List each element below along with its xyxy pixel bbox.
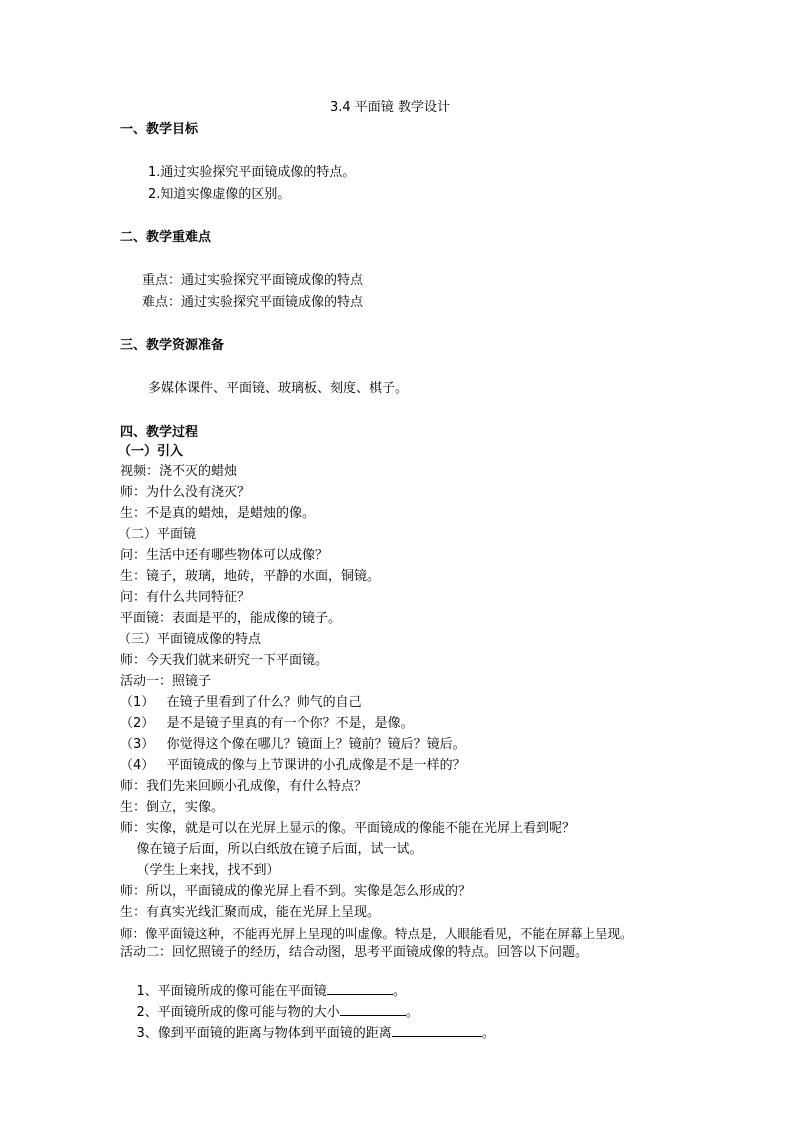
- process-line: 平面镜：表面是平的，能成像的镜子。: [120, 611, 342, 626]
- process-line: 师：我们先来回顾小孔成像，有什么特点？: [120, 779, 368, 794]
- section-heading-process: 四、教学过程: [120, 425, 199, 440]
- process-line: （4） 平面镜成的像与上节课讲的小孔成像是不是一样的？: [120, 758, 466, 773]
- process-line: 生：镜子，玻璃，地砖，平静的水面，铜镜。: [120, 569, 381, 584]
- subheading-intro: （一）引入: [118, 444, 184, 459]
- process-line: 师：像平面镜这种，不能再光屏上呈现的叫虚像。特点是，人眼能看见，不能在屏幕上呈现。: [120, 926, 633, 941]
- question-end: 。: [405, 1005, 419, 1020]
- process-line: 视频：浇不灭的蜡烛: [120, 464, 238, 479]
- process-line: 活动一：照镜子: [120, 674, 212, 689]
- subheading-plane-mirror: （二）平面镜: [118, 527, 197, 542]
- key-point-difficulty: 难点：通过实验探究平面镜成像的特点: [142, 295, 364, 310]
- answer-blank[interactable]: [392, 1024, 482, 1037]
- goal-item: 1.通过实验探究平面镜成像的特点。: [148, 165, 356, 180]
- question-end: 。: [481, 1026, 495, 1041]
- process-line: 师：为什么没有浇灭？: [120, 485, 251, 500]
- process-line: 师：实像，就是可以在光屏上显示的像。平面镜成的像能不能在光屏上看到呢？: [120, 821, 576, 836]
- key-point-focus: 重点：通过实验探究平面镜成像的特点: [142, 273, 364, 288]
- process-line: （学生上来找，找不到）: [120, 863, 280, 878]
- section-heading-goals: 一、教学目标: [120, 122, 199, 137]
- process-line: （2） 是不是镜子里真的有一个你？不是，是像。: [120, 716, 414, 731]
- question-3: [120, 1008, 495, 1058]
- document-title: 3.4 平面镜 教学设计: [330, 100, 450, 115]
- process-line: 问：有什么共同特征？: [120, 590, 251, 605]
- goal-item: 2.知道实像虚像的区别。: [148, 187, 291, 202]
- process-line: 生：倒立，实像。: [120, 800, 225, 815]
- process-line: 像在镜子后面，所以白纸放在镜子后面，试一试。: [120, 842, 423, 857]
- process-line: （1） 在镜子里看到了什么？帅气的自己: [120, 695, 362, 710]
- question-text: 3、像到平面镜的距离与物体到平面镜的距离: [136, 1026, 392, 1041]
- process-line: 师：今天我们就来研究一下平面镜。: [120, 653, 329, 668]
- question-text: 1、平面镜所成的像可能在平面镜: [136, 984, 327, 999]
- process-line: 生：不是真的蜡烛，是蜡烛的像。: [120, 506, 316, 521]
- process-line: 师：所以，平面镜成的像光屏上看不到。实像是怎么形成的？: [120, 884, 472, 899]
- question-text: 2、平面镜所成的像可能与物的大小: [136, 1005, 340, 1020]
- section-heading-resources: 三、教学资源准备: [120, 338, 225, 353]
- process-line: 活动二：回忆照镜子的经历，结合动图，思考平面镜成像的特点。回答以下问题。: [120, 945, 589, 960]
- subheading-image-features: （三）平面镜成像的特点: [118, 632, 262, 647]
- section-heading-key-points: 二、教学重难点: [120, 230, 212, 245]
- resources-text: 多媒体课件、平面镜、玻璃板、刻度、棋子。: [148, 381, 409, 396]
- question-end: 。: [392, 984, 406, 999]
- process-line: 生：有真实光线汇聚而成，能在光屏上呈现。: [120, 905, 381, 920]
- process-line: （3） 你觉得这个像在哪儿？镜面上？镜前？镜后？镜后。: [120, 737, 466, 752]
- process-line: 问：生活中还有哪些物体可以成像？: [120, 548, 329, 563]
